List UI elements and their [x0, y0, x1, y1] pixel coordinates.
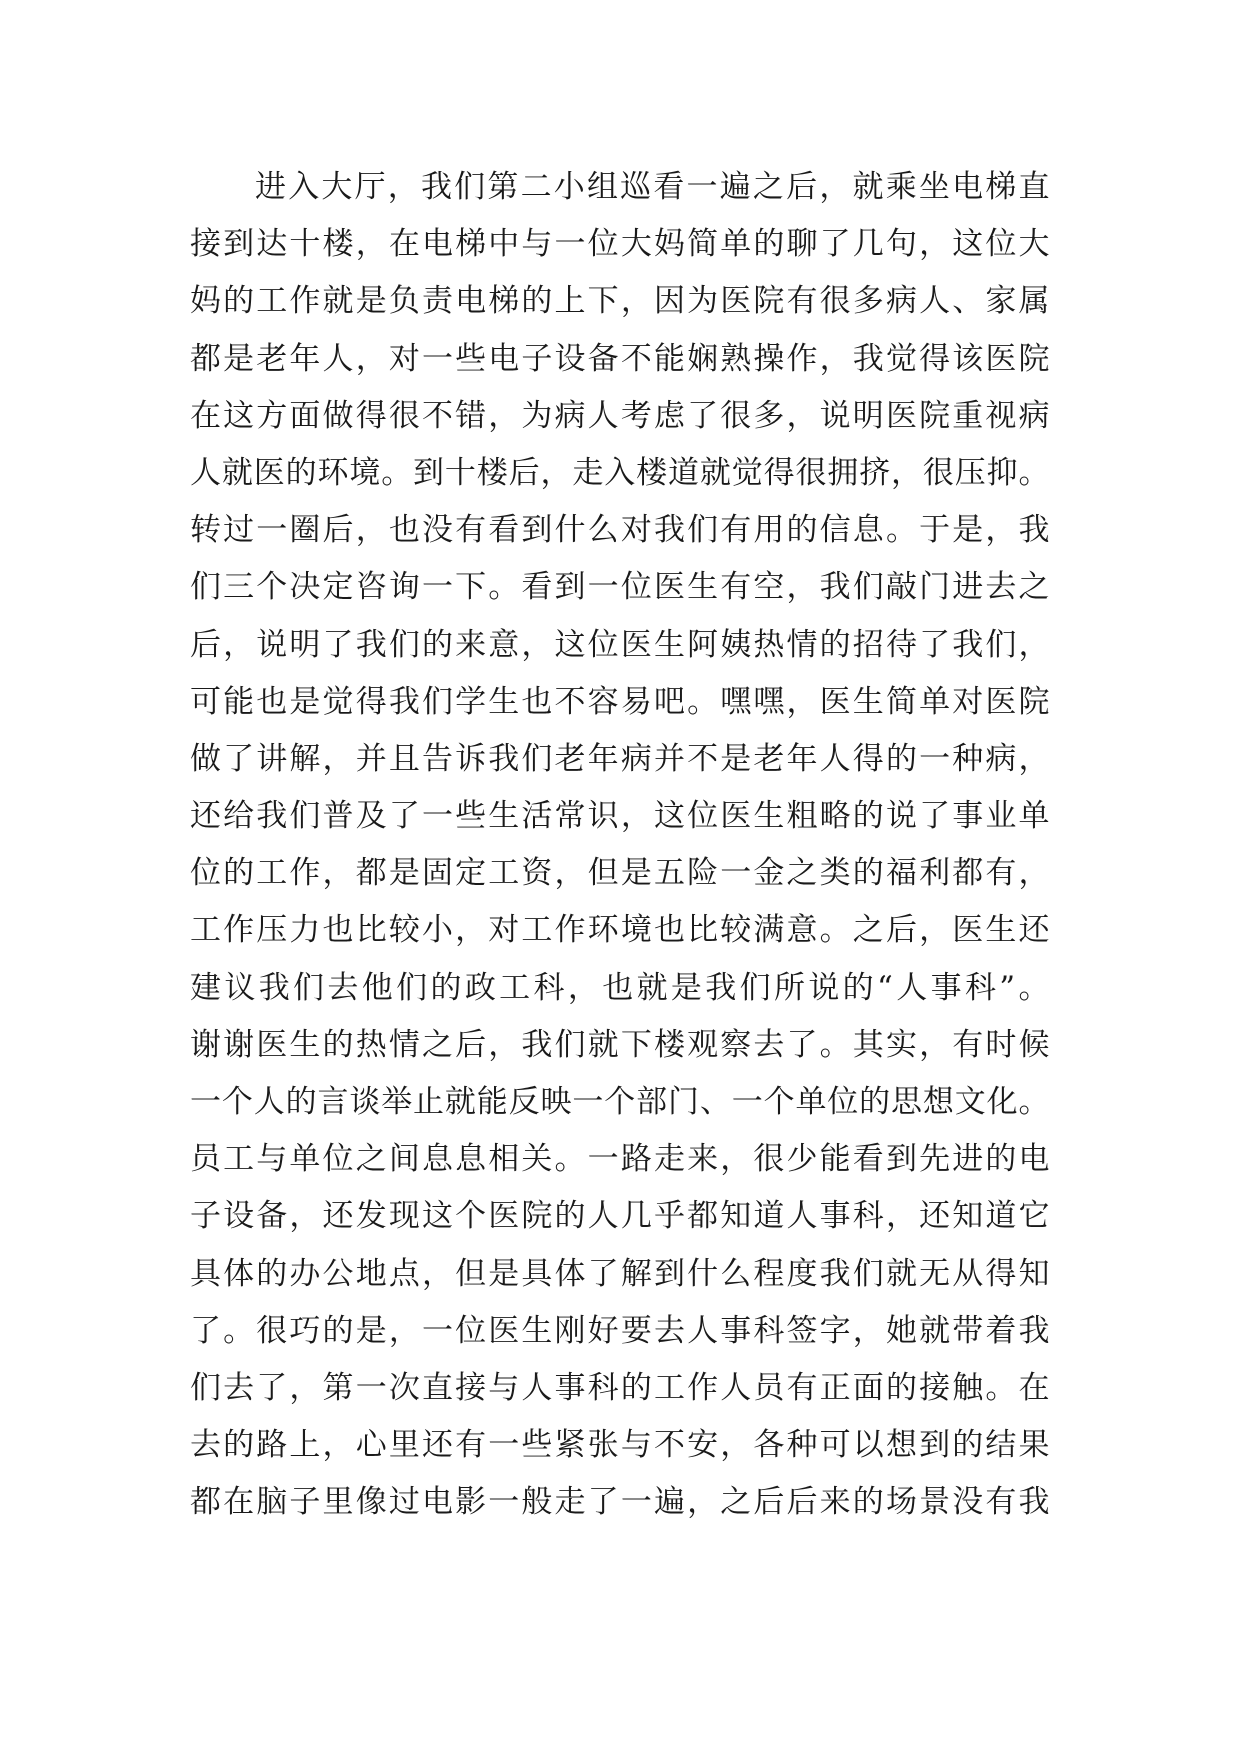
- text-line: 都在脑子里像过电影一般走了一遍，之后后来的场景没有我: [190, 1484, 1050, 1521]
- text-line: 谢谢医生的热情之后，我们就下楼观察去了。其实，有时候: [190, 1026, 1050, 1063]
- text-line: 人就医的环境。到十楼后，走入楼道就觉得很拥挤，很压抑。: [190, 454, 1050, 491]
- text-line: 位的工作，都是固定工资，但是五险一金之类的福利都有，: [190, 855, 1050, 892]
- text-line: 员工与单位之间息息相关。一路走来，很少能看到先进的电: [190, 1141, 1050, 1178]
- text-line: 子设备，还发现这个医院的人几乎都知道人事科，还知道它: [190, 1198, 1050, 1235]
- text-line: 都是老年人，对一些电子设备不能娴熟操作，我觉得该医院: [190, 340, 1050, 377]
- text-line: 做了讲解，并且告诉我们老年病并不是老年人得的一种病，: [190, 740, 1050, 777]
- text-line: 去的路上，心里还有一些紧张与不安，各种可以想到的结果: [190, 1427, 1050, 1464]
- text-line: 转过一圈后，也没有看到什么对我们有用的信息。于是，我: [190, 512, 1050, 549]
- text-line: 接到达十楼，在电梯中与一位大妈简单的聊了几句，这位大: [190, 226, 1050, 263]
- text-line: 进入大厅，我们第二小组巡看一遍之后，就乘坐电梯直: [255, 169, 1050, 205]
- body-paragraph: [190, 159, 1050, 1532]
- text-line: 一个人的言谈举止就能反映一个部门、一个单位的思想文化。: [190, 1084, 1050, 1120]
- text-line: 在这方面做得很不错，为病人考虑了很多，说明医院重视病: [190, 397, 1050, 434]
- text-line: 建议我们去他们的政工科，也就是我们所说的“人事科”。: [190, 969, 1050, 1006]
- text-line: 具体的办公地点，但是具体了解到什么程度我们就无从得知: [190, 1255, 1050, 1292]
- text-line: 妈的工作就是负责电梯的上下，因为医院有很多病人、家属: [190, 283, 1050, 320]
- text-line: 工作压力也比较小，对工作环境也比较满意。之后，医生还: [190, 912, 1050, 949]
- text-line: 了。很巧的是，一位医生刚好要去人事科签字，她就带着我: [190, 1312, 1050, 1349]
- text-line: 们三个决定咨询一下。看到一位医生有空，我们敲门进去之: [190, 569, 1050, 606]
- text-line: 还给我们普及了一些生活常识，这位医生粗略的说了事业单: [190, 798, 1050, 835]
- text-line: 们去了，第一次直接与人事科的工作人员有正面的接触。在: [190, 1369, 1050, 1406]
- text-line: 可能也是觉得我们学生也不容易吧。嘿嘿，医生简单对医院: [190, 683, 1050, 720]
- text-line: 后，说明了我们的来意，这位医生阿姨热情的招待了我们，: [190, 626, 1050, 663]
